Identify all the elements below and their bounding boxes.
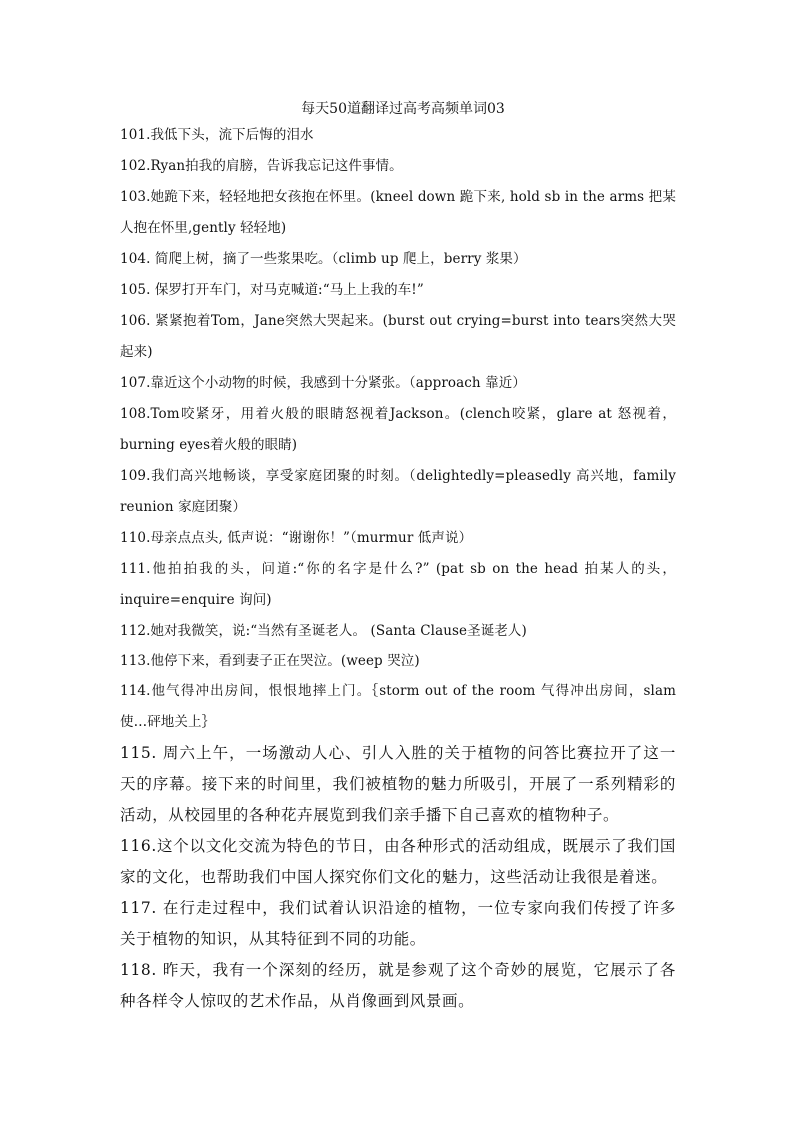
list-item: 103.她跪下来，轻轻地把女孩抱在怀里。(kneel down 跪下来, hold sb in the arms 把某人抱在怀里,gently 轻轻地) [120, 189, 676, 236]
list-item: 105. 保罗打开车门，对马克喊道:“马上上我的车!” [120, 282, 424, 298]
list-item: 115. 周六上午，一场激动人心、引人入胜的关于植物的问答比赛拉开了这一天的序幕。接下来的时间里，我们被植物的魅力所吸引，开展了一系列精彩的活动，从校园里的各种花卉展览到我们亲手播下自己喜欢的植物种子。 [120, 744, 676, 824]
list-item: 111.他拍拍我的头，问道:“你的名字是什么?” (pat sb on the head 拍某人的头，inquire=enquire 询问) [120, 561, 676, 608]
list-item: 107.靠近这个小动物的时候，我感到十分紧张。（approach 靠近） [120, 375, 526, 391]
list-item: 117. 在行走过程中，我们试着认识沿途的植物，一位专家向我们传授了许多关于植物的知识，从其特征到不同的功能。 [120, 899, 676, 948]
list-item: 102.Ryan拍我的肩膀，告诉我忘记这件事情。 [120, 158, 403, 174]
list-item: 114.他气得冲出房间，恨恨地摔上门。｛storm out of the room 气得冲出房间，slam 使…砰地关上｝ [120, 683, 676, 730]
list-item: 101.我低下头，流下后悔的泪水 [120, 127, 314, 143]
list-item: 116.这个以文化交流为特色的节日，由各种形式的活动组成，既展示了我们国家的文化，也帮助我们中国人探究你们文化的魅力，这些活动让我很是着迷。 [120, 837, 676, 886]
list-item: 112.她对我微笑，说:“当然有圣诞老人。 (Santa Clause圣诞老人) [120, 623, 527, 639]
list-item: 104. 简爬上树，摘了一些浆果吃。（climb up 爬上，berry 浆果） [120, 251, 527, 267]
list-item: 118. 昨天，我有一个深刻的经历，就是参观了这个奇妙的展览，它展示了各种各样令人惊叹的艺术作品，从肖像画到风景画。 [120, 961, 676, 1010]
list-item: 109.我们高兴地畅谈，享受家庭团聚的时刻。（delightedly=pleasedly 高兴地，family reunion 家庭团聚） [120, 468, 676, 515]
document-title: 每天50道翻译过高考高频单词03 [301, 101, 505, 117]
list-item: 106. 紧紧抱着Tom，Jane突然大哭起来。(burst out crying=burst into tears突然大哭起来) [120, 313, 676, 360]
list-item: 110.母亲点点头, 低声说：“谢谢你！”（murmur 低声说） [120, 530, 473, 546]
list-item: 108.Tom咬紧牙，用着火般的眼睛怒视着Jackson。(clench咬紧，glare at 怒视着，burning eyes着火般的眼睛) [120, 406, 676, 453]
translation-list [120, 120, 676, 1017]
list-item: 113.他停下来，看到妻子正在哭泣。(weep 哭泣) [120, 653, 420, 669]
document-page [120, 98, 676, 1017]
